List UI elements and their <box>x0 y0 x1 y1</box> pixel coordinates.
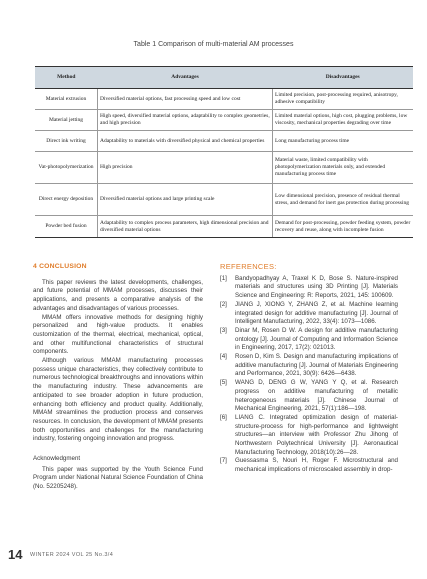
conclusion-column <box>33 263 203 492</box>
reference-item <box>220 301 398 327</box>
cell-advantages: High speed, diversified material options, adaptability to complex geometries, and high precision <box>98 110 273 131</box>
references-column <box>220 263 398 475</box>
cell-method: Powder bed fusion <box>35 216 98 238</box>
table-row <box>35 152 413 184</box>
cell-advantages: Adaptability to materials with diversified physical and chemical properties <box>98 131 273 152</box>
reference-text: LIANG C. Integrated optimization design of material-structure-process for high-performance and lightweight structures—an interview with Professor Zhu Jihong of Northwestern Polytechnical University [J]. Aeronautical Manufacturing Technology, 2018(10):26—28. <box>235 413 398 456</box>
cell-method: Vat-photopolymerization <box>35 152 98 184</box>
reference-text: Guessasma S, Nouri H, Roger F. Microstructural and mechanical implications of microscaled assembly in drop- <box>235 457 398 474</box>
table-row <box>35 110 413 131</box>
cell-advantages: Diversified material options, fast processing speed and low cost <box>98 89 273 110</box>
conclusion-heading: 4 CONCLUSION <box>33 263 87 270</box>
reference-item <box>220 379 398 414</box>
reference-text: JIANG J, XIONG Y, ZHANG Z, et al. Machine learning integrated design for additive manufacturing [J]. Journal of Intelligent Manufacturing, 2022, 33(4): 1073—1086. <box>235 300 398 326</box>
reference-item <box>220 327 398 353</box>
reference-number: [5] <box>220 379 227 387</box>
table-row <box>35 184 413 216</box>
cell-advantages: Diversified material options and large printing scale <box>98 184 273 216</box>
issue-info: WINTER 2024 VOL 25 No.3/4 <box>30 552 114 558</box>
table-row <box>35 131 413 152</box>
conclusion-paragraph: This paper reviews the latest developments, challenges, and future potential of MMAM processes, discusses their applications, and presents a comparative analysis of the advantages and disadvantages of various processes. <box>33 278 203 312</box>
cell-method: Material extrusion <box>35 89 98 110</box>
references-heading: REFERENCES: <box>220 262 277 271</box>
reference-number: [6] <box>220 413 227 421</box>
reference-number: [2] <box>220 300 227 308</box>
header-method: Method <box>35 67 98 89</box>
cell-method: Direct ink writing <box>35 131 98 152</box>
table-row <box>35 89 413 110</box>
reference-number: [1] <box>220 274 227 282</box>
cell-advantages: Adaptability to complex process parameters, high dimensional precision and diversified material options <box>98 216 273 238</box>
acknowledgment-heading: Acknowledgment <box>33 455 81 463</box>
cell-disadvantages: Low dimensional precision, presence of residual thermal stress, and demand for inert gas protection during processing <box>273 184 414 216</box>
reference-item <box>220 353 398 379</box>
reference-text: Bandyopadhyay A, Traxel K D, Bose S. Nature-inspired materials and structures using 3D Printing [J]. Materials Science and Engineering: R: Reports, 2021, 145: 100609. <box>235 274 398 300</box>
page-number: 14 <box>8 547 23 562</box>
conclusion-paragraph: MMAM offers innovative methods for designing highly personalized and high-value products. It enables customization of the thermal, electrical, mechanical, optical, and other multifunctional characteristics of structural components. <box>33 313 203 356</box>
table-header-row <box>35 67 413 89</box>
cell-advantages: High precision <box>98 152 273 184</box>
reference-number: [3] <box>220 326 227 334</box>
reference-number: [7] <box>220 457 227 465</box>
cell-disadvantages: Long manufacturing process time <box>273 131 414 152</box>
header-disadvantages: Disadvantages <box>273 67 414 89</box>
comparison-table <box>35 66 413 238</box>
acknowledgment-text: This paper was supported by the Youth Science Fund Program under National Natural Science Foundation of China (No. 52205248). <box>33 465 203 491</box>
cell-disadvantages: Limited precision, post-processing required, anisotropy, adhesive compatibility <box>273 89 414 110</box>
reference-item <box>220 457 398 474</box>
table-row <box>35 216 413 238</box>
table-caption: Table 1 Comparison of multi-material AM processes <box>133 41 294 48</box>
reference-text: Dinar M, Rosen D W. A design for additive manufacturing ontology [J]. Journal of Computing and Information Science in Engineering, 2017, 17(2): 021013. <box>235 326 398 352</box>
reference-number: [4] <box>220 353 227 361</box>
reference-item <box>220 275 398 301</box>
cell-method: Material jetting <box>35 110 98 131</box>
conclusion-paragraph: Although various MMAM manufacturing processes possess unique characteristics, they collectively contribute to numerous technological breakthroughs and innovations within the manufacturing industry. These advancements are anticipated to see broader adoption in future production, enhancing both efficiency and product quality. Additionally, MMAM streamlines the production process and conserves resources. In conclusion, the development of MMAM presents both opportunities and challenges for the manufacturing industry, fostering ongoing innovation and progress. <box>33 357 203 443</box>
cell-method: Direct energy deposition <box>35 184 98 216</box>
reference-text: WANG D, DENG G W, YANG Y Q, et al. Research progress on additive manufacturing of metallic heterogeneous materials [J]. Chinese Journal of Mechanical Engineering, 2021, 57(1):186—198. <box>235 379 398 413</box>
cell-disadvantages: Material waste, limited compatibility with photopolymerization materials only, and extended manufacturing process time <box>273 152 414 184</box>
reference-item <box>220 414 398 458</box>
cell-disadvantages: Demand for post-processing, powder feeding system, powder recovery and reuse, along with incomplete fusion <box>273 216 414 238</box>
reference-text: Rosen D, Kim S. Design and manufacturing implications of additive manufacturing [J]. Journal of Materials Engineering and Performance, 2021, 30(9): 6426—6438. <box>235 353 398 378</box>
cell-disadvantages: Limited material options, high cost, plugging problems, low viscosity, mechanical properties degrading over time <box>273 110 414 131</box>
header-advantages: Advantages <box>98 67 273 89</box>
